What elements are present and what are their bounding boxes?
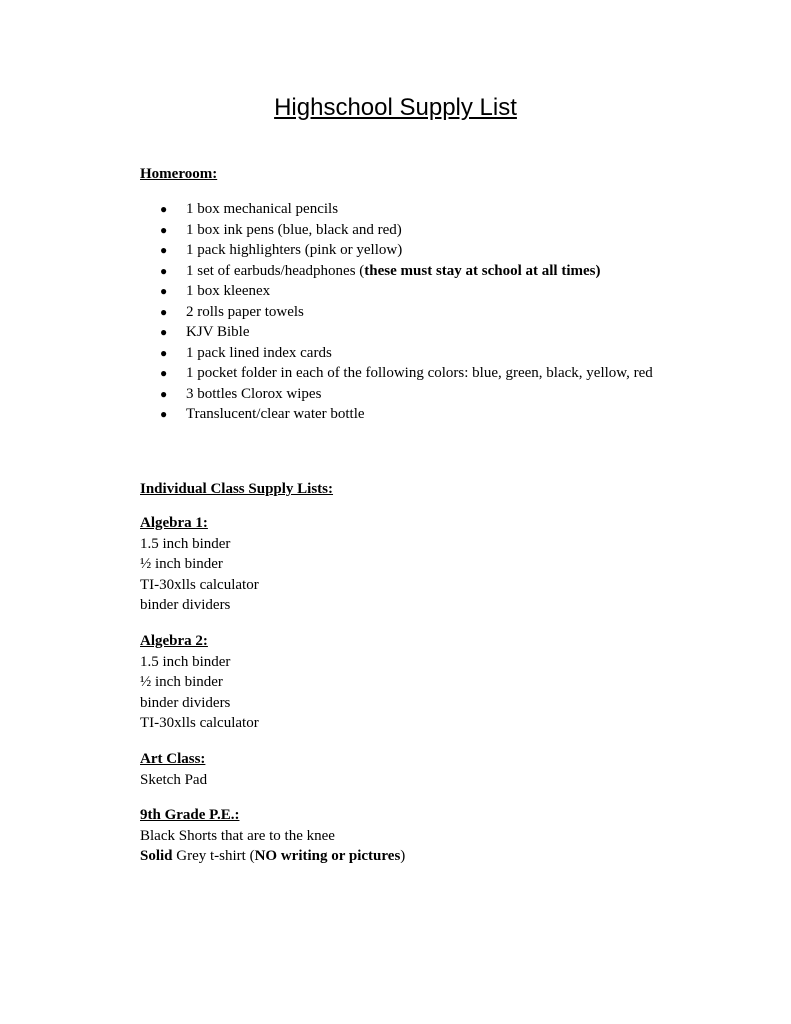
list-item: binder dividers [140,597,231,613]
list-item: ● KJV Bible [140,322,653,343]
page-title: Highschool Supply List [274,94,517,121]
bullet-icon: ● [160,345,168,360]
emphasis-text: NO writing or pictures [254,848,401,864]
list-item: ● 1 box ink pens (blue, black and red) [140,220,653,241]
algebra2-heading: Algebra 2: [140,633,208,649]
algebra1-heading: Algebra 1: [140,515,208,531]
list-item: ½ inch binder [140,674,223,690]
list-item: binder dividers [140,694,231,711]
list-item: ● 1 box mechanical pencils [140,199,653,220]
homeroom-heading: Homeroom: [140,166,218,182]
bullet-icon: ● [160,222,168,237]
individual-lists-heading: Individual Class Supply Lists: [140,481,334,497]
list-item: ● 1 pocket folder in each of the following colors: blue, green, black, yellow, red [140,363,653,384]
list-item: ● 1 pack highlighters (pink or yellow) [140,240,653,261]
list-item: ● 3 bottles Clorox wipes [140,384,653,405]
bullet-icon: ● [160,407,168,421]
list-item: TI-30xlls calculator [140,715,259,731]
bullet-icon: ● [160,325,168,339]
pe-section [140,805,405,867]
list-item: ● 2 rolls paper towels [140,302,653,323]
emphasis-text: these must stay at school at all times) [364,262,601,279]
bullet-icon: ● [160,263,168,278]
bullet-icon: ● [160,386,168,401]
bullet-icon: ● [160,304,168,319]
bullet-icon: ● [160,284,168,298]
pe-heading: 9th Grade P.E.: [140,807,240,823]
list-item: ● Translucent/clear water bottle [140,404,653,425]
bullet-icon: ● [160,243,168,257]
list-item: 1.5 inch binder [140,653,231,670]
list-item: Solid Grey t-shirt (NO writing or pictures) [140,848,406,864]
list-item: ● 1 pack lined index cards [140,343,653,364]
list-item: 1.5 inch binder [140,535,231,552]
list-item: Sketch Pad [140,771,208,788]
art-heading: Art Class: [140,751,206,767]
bullet-icon: ● [160,202,168,216]
list-item: ½ inch binder [140,556,223,572]
list-item: ● 1 set of earbuds/headphones (these must stay at school at all times) [140,261,653,282]
algebra2-section [140,631,259,734]
list-item: TI-30xlls calculator [140,576,259,593]
bullet-icon: ● [160,366,168,380]
list-item: ● 1 box kleenex [140,281,653,302]
algebra1-section [140,513,259,616]
emphasis-text: Solid [140,848,173,864]
art-section [140,749,207,790]
homeroom-list [140,199,653,425]
list-item: Black Shorts that are to the knee [140,827,335,844]
